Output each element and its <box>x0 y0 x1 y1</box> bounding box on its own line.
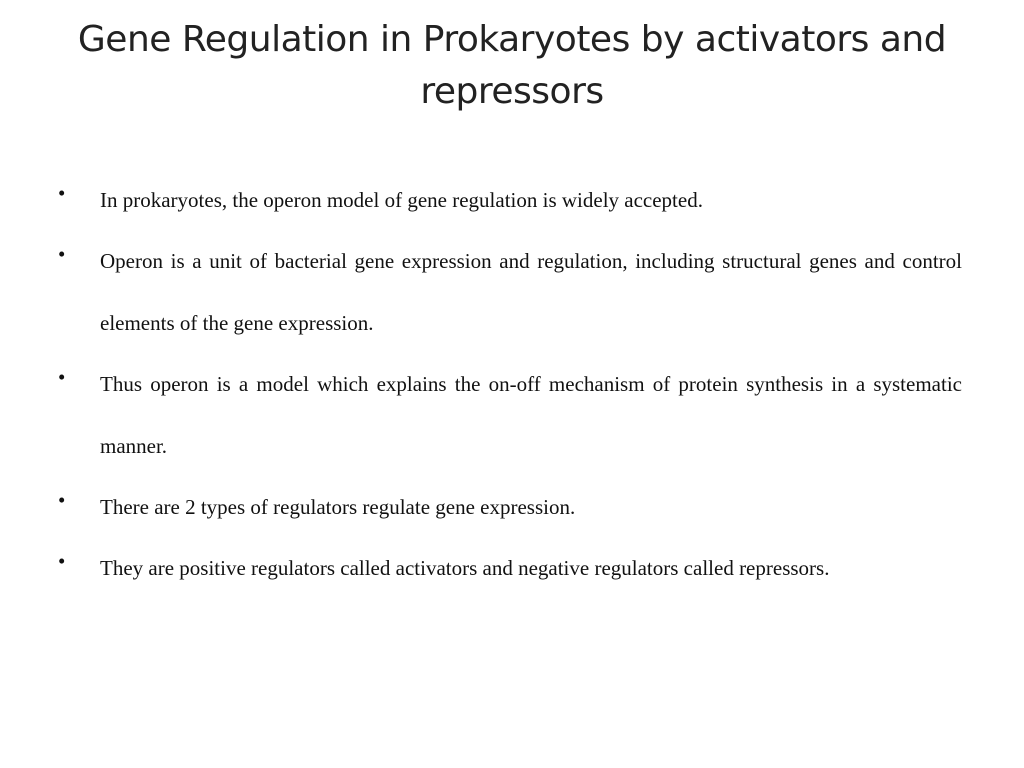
bullet-item <box>58 230 962 354</box>
bullet-text: There are 2 types of regulators regulate gene expression. <box>100 495 576 519</box>
bullet-text: They are positive regulators called activators and negative regulators called repressors. <box>100 556 830 580</box>
bullet-dot-icon: • <box>58 365 66 389</box>
bullet-text: In prokaryotes, the operon model of gene regulation is widely accepted. <box>100 188 703 212</box>
bullet-dot-icon: • <box>58 242 66 266</box>
bullet-dot-icon: • <box>58 488 66 512</box>
bullet-item <box>58 537 962 599</box>
slide-title: Gene Regulation in Prokaryotes by activators and repressors <box>77 19 947 112</box>
bullet-dot-icon: • <box>58 181 66 205</box>
bullet-text: Operon is a unit of bacterial gene expression and regulation, including structural genes and control elements of the gene expression. <box>100 249 962 335</box>
bullet-item <box>58 353 962 477</box>
bullet-dot-icon: • <box>58 549 66 573</box>
bullet-item <box>58 169 962 231</box>
bullet-item <box>58 476 962 538</box>
bullet-list <box>58 176 962 605</box>
bullet-text: Thus operon is a model which explains the on-off mechanism of protein synthesis in a systematic manner. <box>100 372 962 458</box>
